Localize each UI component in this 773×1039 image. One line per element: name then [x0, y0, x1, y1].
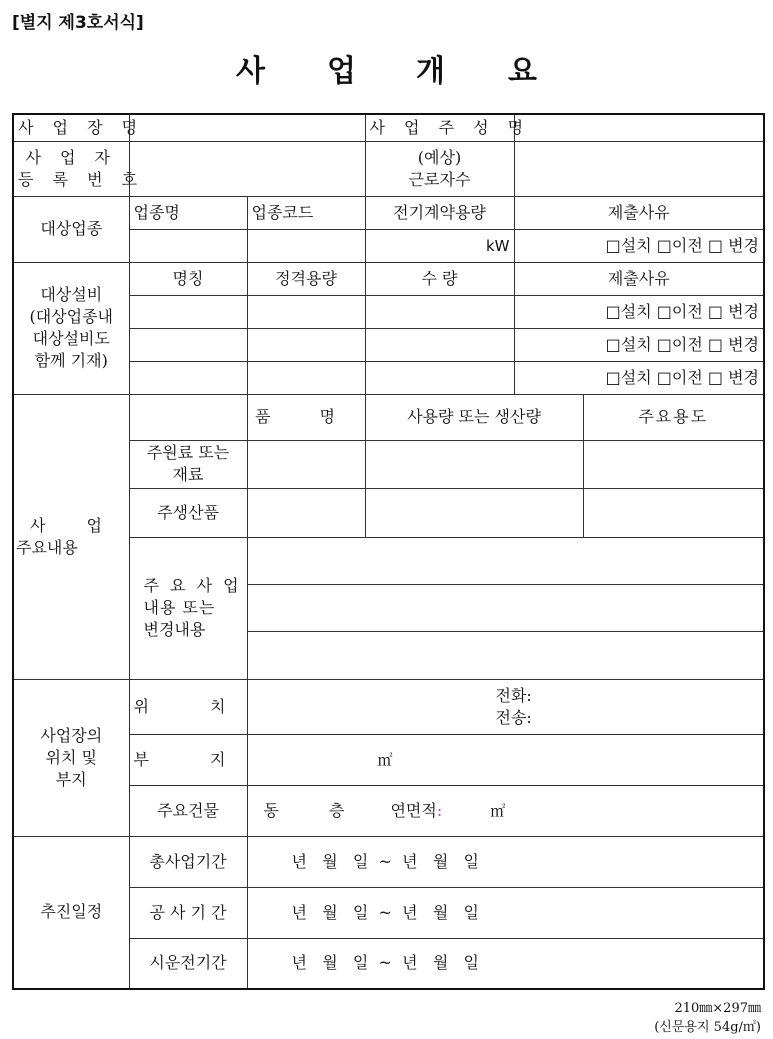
industry-reason-checkboxes[interactable]: □설치 □이전 □ 변경: [514, 229, 764, 262]
main-content-label: [13, 394, 129, 679]
usage-header: 사용량 또는 생산량: [365, 394, 583, 440]
main-product-label: 주생산품: [129, 488, 247, 537]
raw-material-name-input[interactable]: [247, 440, 365, 488]
rated-capacity-header: 정격용량: [247, 262, 365, 295]
change-input-line[interactable]: [248, 538, 764, 585]
schedule-label: 추진일정: [13, 836, 129, 989]
square-meter-unit: ㎡: [377, 750, 393, 769]
product-name-input[interactable]: [247, 488, 365, 537]
label-line: 내용 또는: [143, 598, 216, 617]
rated-capacity-input[interactable]: [247, 361, 365, 394]
label-line: 변경내용: [143, 620, 206, 639]
location-label: [13, 679, 129, 836]
facility-reason-checkboxes[interactable]: □설치 □이전 □ 변경: [514, 361, 764, 394]
page-title: [0, 46, 773, 89]
quantity-input[interactable]: [365, 328, 514, 361]
construction-period-label: 공 사 기 간: [129, 887, 247, 938]
label-line: 사 업: [30, 515, 120, 535]
label-line: 사업장의: [40, 725, 103, 745]
position-input[interactable]: [247, 679, 764, 734]
industry-label: 대상업종: [13, 196, 129, 262]
site-area-input[interactable]: [247, 734, 764, 785]
fax-label: 전송:: [495, 707, 532, 727]
product-output-input[interactable]: [365, 488, 583, 537]
label-line: 부지: [55, 769, 87, 789]
rated-capacity-input[interactable]: [247, 295, 365, 328]
change-input-line[interactable]: [248, 632, 764, 679]
label-line: 대상설비도: [32, 329, 110, 348]
quantity-input[interactable]: [365, 295, 514, 328]
paper-type: (신문용지 54g/㎡): [654, 1020, 761, 1035]
facility-label: [13, 262, 129, 394]
label-line: 등 록 번 호: [18, 169, 145, 189]
industry-code-input[interactable]: [247, 229, 365, 262]
main-use-header: 주요용도: [583, 394, 764, 440]
paper-size: 210㎜×297㎜: [674, 1001, 761, 1016]
phone-label: 전화:: [495, 685, 532, 705]
item-name-header: 품 명: [247, 394, 365, 440]
quantity-header: 수 량: [365, 262, 514, 295]
quantity-input[interactable]: [365, 361, 514, 394]
change-lines: [248, 538, 764, 679]
raw-material-use-input[interactable]: [583, 440, 764, 488]
trial-run-period-label: 시운전기간: [129, 938, 247, 989]
facility-reason-header: 제출사유: [514, 262, 764, 295]
business-overview-form: [12, 113, 765, 990]
label-line: 재료: [172, 465, 204, 484]
total-floor-area-label: 연면적: [390, 800, 437, 820]
registration-number-input[interactable]: [129, 141, 365, 196]
business-name-label: 사 업 장 명: [13, 114, 129, 141]
main-building-label: 주요건물: [129, 785, 247, 836]
building-floor: 층: [328, 800, 345, 820]
worker-count-input[interactable]: [514, 141, 764, 196]
main-building-input[interactable]: [247, 785, 764, 836]
kw-unit: kW: [485, 236, 510, 255]
worker-count-label: [365, 141, 514, 196]
building-dong: 동: [263, 800, 279, 820]
industry-code-header: 업종코드: [247, 196, 365, 229]
business-change-area: [247, 537, 764, 679]
raw-material-label: [129, 440, 247, 488]
label-line: 사 업 자: [25, 147, 118, 167]
trial-run-period-input[interactable]: 년 월 일 ~ 년 월 일: [247, 938, 764, 989]
position-label: 위 치: [129, 679, 247, 734]
label-line: 함께 기재): [34, 351, 108, 370]
industry-reason-header: 제출사유: [514, 196, 764, 229]
owner-name-label: 사 업 주 성 명: [365, 114, 514, 141]
raw-material-usage-input[interactable]: [365, 440, 583, 488]
facility-name-input[interactable]: [129, 328, 247, 361]
industry-name-header: 업종명: [129, 196, 247, 229]
contract-capacity-input[interactable]: [365, 229, 514, 262]
facility-name-header: 명칭: [129, 262, 247, 295]
label-line: 위치 및: [45, 747, 97, 767]
industry-name-input[interactable]: [129, 229, 247, 262]
label-line: 주요내용: [16, 537, 78, 557]
total-period-input[interactable]: 년 월 일 ~ 년 월 일: [247, 836, 764, 887]
facility-reason-checkboxes[interactable]: □설치 □이전 □ 변경: [514, 328, 764, 361]
product-use-input[interactable]: [583, 488, 764, 537]
title-char: 개: [416, 54, 445, 89]
label-line: 대상설비: [40, 285, 103, 304]
rated-capacity-input[interactable]: [247, 328, 365, 361]
label-line: (대상업종내: [29, 307, 114, 326]
site-label: 부 지: [129, 734, 247, 785]
area-colon: :: [436, 800, 443, 820]
square-meter-unit: ㎡: [490, 801, 506, 820]
total-period-label: 총사업기간: [129, 836, 247, 887]
owner-name-input[interactable]: [514, 114, 764, 141]
construction-period-input[interactable]: 년 월 일 ~ 년 월 일: [247, 887, 764, 938]
facility-name-input[interactable]: [129, 295, 247, 328]
label-line: 주 요 사 업: [143, 576, 242, 595]
business-change-label: [129, 537, 247, 679]
contract-capacity-header: 전기계약용량: [365, 196, 514, 229]
business-name-input[interactable]: [129, 114, 365, 141]
registration-number-label: [13, 141, 145, 196]
label-line: (예상): [417, 147, 462, 167]
title-char: 요: [508, 54, 537, 89]
label-line: 근로자수: [408, 169, 471, 189]
label-line: 주원료 또는: [146, 443, 230, 462]
form-number: [별지 제3호서식]: [12, 13, 144, 33]
facility-name-input[interactable]: [129, 361, 247, 394]
facility-reason-checkboxes[interactable]: □설치 □이전 □ 변경: [514, 295, 764, 328]
title-char: 업: [327, 54, 356, 89]
blank-header-cell: [129, 394, 247, 440]
change-input-line[interactable]: [248, 585, 764, 632]
title-char: 사: [236, 54, 265, 89]
